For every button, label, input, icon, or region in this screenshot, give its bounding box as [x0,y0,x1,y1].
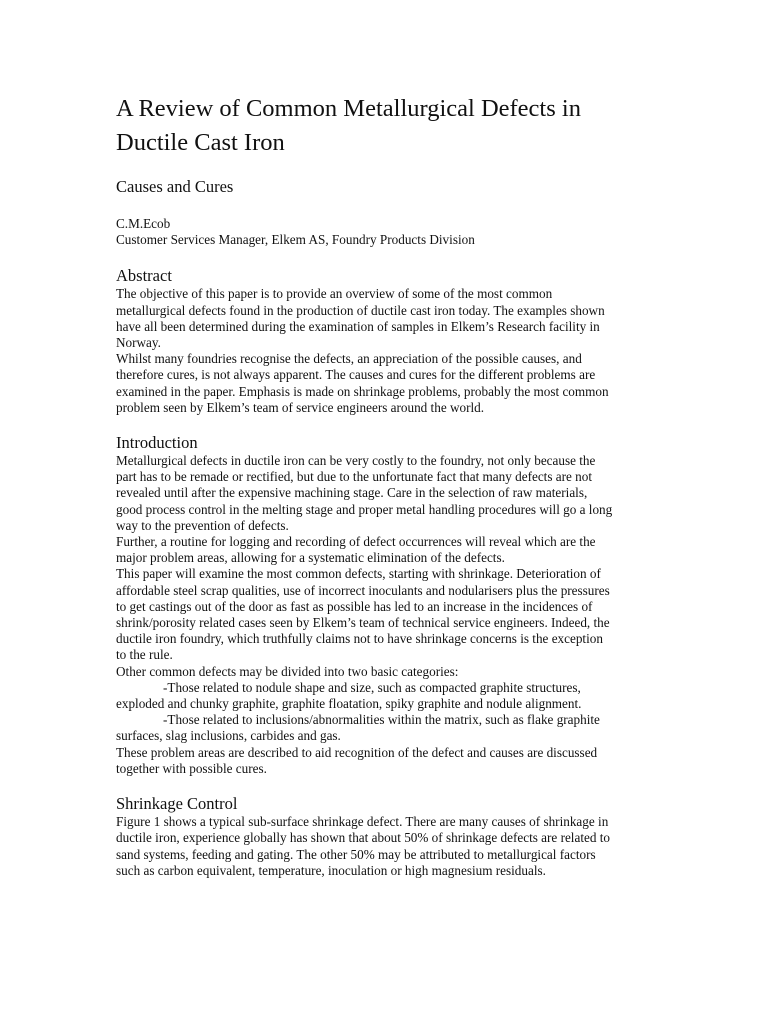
document-title [116,92,656,160]
text-line: Figure 1 shows a typical sub-surface shrinkage defect. There are many causes of shrinkage in [116,814,609,830]
author-block [116,216,656,248]
text-line: affordable steel scrap qualities, use of incorrect inoculants and nodularisers plus the pressures [116,582,610,598]
text-line: shrink/porosity related cases seen by Elkem’s team of technical service engineers. Indeed, the [116,615,610,631]
introduction-heading: Introduction [116,433,198,453]
text-line: ductile iron, experience globally has shown that about 50% of shrinkage defects are related to [116,830,610,846]
text-line: therefore cures, is not always apparent. The causes and cures for the different problems are [116,367,596,383]
text-line: major problem areas, allowing for a systematic elimination of the defects. [116,550,505,566]
text-line: exploded and chunky graphite, graphite floatation, spiky graphite and nodule alignment. [116,696,582,712]
title-line: Ductile Cast Iron [116,129,285,156]
abstract-paragraph [116,286,656,416]
text-line: Norway. [116,335,161,351]
introduction-paragraph [116,453,656,777]
text-line: sand systems, feeding and gating. The other 50% may be attributed to metallurgical factors [116,846,596,862]
text-line: These problem areas are described to aid recognition of the defect and causes are discussed [116,744,598,760]
text-line: Further, a routine for logging and recording of defect occurrences will reveal which are the [116,534,596,550]
text-line: metallurgical defects found in the production of ductile cast iron today. The examples shown [116,302,605,318]
text-line: The objective of this paper is to provide an overview of some of the most common [116,286,553,302]
text-line: ductile iron foundry, which truthfully claims not to have shrinkage concerns is the exception [116,631,603,647]
text-line: way to the prevention of defects. [116,517,289,533]
document-page [116,92,656,879]
text-line: revealed until after the expensive machining stage. Care in the selection of raw materials, [116,485,588,501]
text-line: such as carbon equivalent, temperature, inoculation or high magnesium residuals. [116,862,546,878]
shrinkage-paragraph [116,814,656,879]
shrinkage-heading: Shrinkage Control [116,794,238,814]
text-line: together with possible cures. [116,760,267,776]
text-line: good process control in the melting stage and proper metal handling procedures will go a long [116,501,613,517]
text-line: problem seen by Elkem’s team of service engineers around the world. [116,399,485,415]
text-line: have all been determined during the examination of samples in Elkem’s Research facility in [116,318,600,334]
text-line: This paper will examine the most common defects, starting with shrinkage. Deterioration of [116,566,601,582]
text-line: Other common defects may be divided into two basic categories: [116,663,459,679]
text-line: surfaces, slag inclusions, carbides and gas. [116,728,341,744]
text-line-indented: -Those related to nodule shape and size, such as compacted graphite structures, [163,679,581,695]
text-line: part has to be remade or rectified, but due to the unfortunate fact that many defects are not [116,469,593,485]
text-line: Metallurgical defects in ductile iron can be very costly to the foundry, not only because the [116,453,596,469]
document-subtitle: Causes and Cures [116,177,234,196]
author-name: C.M.Ecob [116,216,171,231]
text-line: Whilst many foundries recognise the defects, an appreciation of the possible causes, and [116,351,582,367]
text-line: examined in the paper. Emphasis is made on shrinkage problems, probably the most common [116,383,609,399]
abstract-heading: Abstract [116,266,172,286]
text-line: to the rule. [116,647,173,663]
text-line-indented: -Those related to inclusions/abnormalities within the matrix, such as flake graphite [163,712,600,728]
text-line: to get castings out of the door as fast as possible has led to an increase in the incidences of [116,598,593,614]
author-affiliation: Customer Services Manager, Elkem AS, Foundry Products Division [116,232,475,248]
title-line: A Review of Common Metallurgical Defects in [116,95,581,122]
